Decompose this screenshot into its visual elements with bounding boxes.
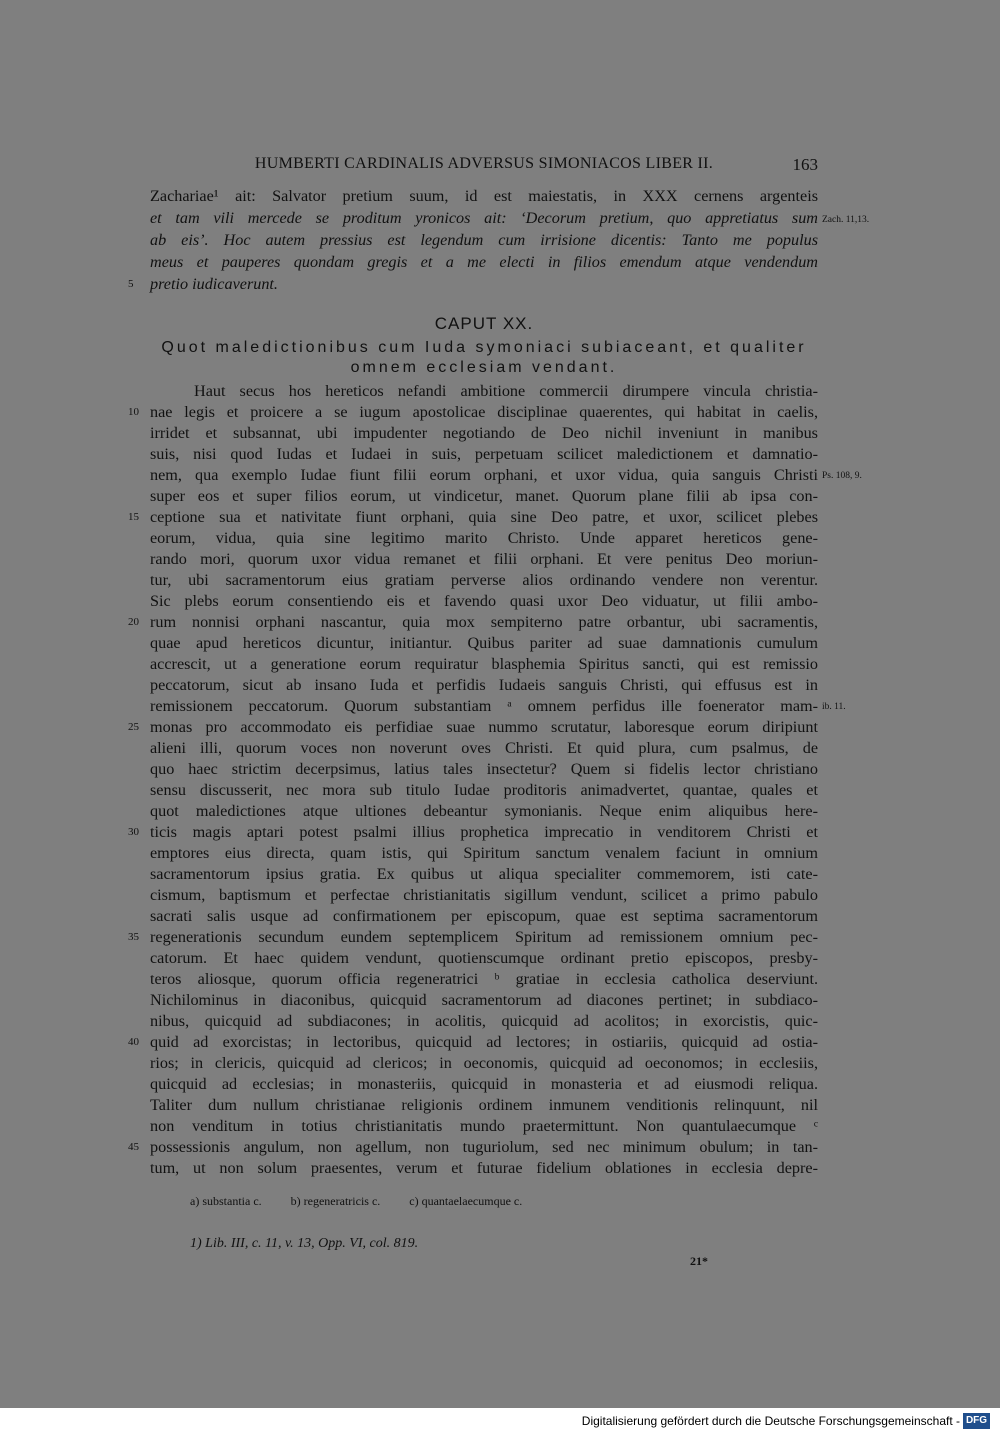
body-line: quicquid ad ecclesias; in monasteriis, quicquid in monasteria et ad eiusmodi reliqua. [150,1075,818,1093]
body-line: non venditum in totius christianitatis mundo praetermittunt. Non quantulaecumque ᶜ [150,1117,818,1135]
body-line: ticis magis aptari potest psalmi illius prophetica imprecatio in venditorem Christi et [150,823,818,841]
body-line: alieni illi, quorum voces non noverunt oves Christi. Et quid plura, cum psalmus, de [150,739,818,757]
running-head: HUMBERTI CARDINALIS ADVERSUS SIMONIACOS LIBER II. [254,155,714,172]
body-line: possessionis angulum, non agellum, non tuguriolum, sed nec minimum obulum; in tan- [150,1138,818,1156]
body-line: catorum. Et haec quidem vendunt, quotienscumque ordinant pretio episcopos, presby- [150,949,818,967]
body-line: quid ad exorcistas; in lectoribus, quicquid ad lectores; in ostiariis, quicquid ad ostia- [150,1033,818,1051]
line-number: 30 [128,826,139,838]
footer-credit: Digitalisierung gefördert durch die Deutsche Forschungsgemeinschaft - [581,1414,960,1428]
body-line: rando mori, quorum uxor vidua remanet et filii orphani. Et vere penitus Deo moriun- [150,550,818,568]
page-header [150,155,818,177]
body-line: nem, qua exemplo Iudae fiunt filii eorum orphani, et uxor vidua, quia sanguis Christi [150,466,818,484]
line-number: 45 [128,1141,139,1153]
body-line: rum nonnisi orphani nascantur, quia mox sempiterno patre orbantur, ubi sacramentis, [150,613,818,631]
body-line: sacramentorum ipsius gratia. Ex quibus ut aliqua specialiter commemorem, isti cate- [150,865,818,883]
body-line: quo haec strictim decerpsimus, latius tales insectetur? Quem si fidelis lector christiano [150,760,818,778]
body-line: quot maledictiones atque ultiones debeantur symonianis. Neque enim aliquibus here- [150,802,818,820]
body-line: tur, ubi sacramentorum eius gratiam perverse alios ordinando vendere non verentur. [150,571,818,589]
body-line: nibus, quicquid ad subdiacones; in acolitis, quicquid ad acolitos; in exorcistis, quic- [150,1012,818,1030]
chapter-title: CAPUT XX. [434,314,534,333]
margin-reference: Zach. 11,13. [822,215,870,225]
body-line: sensu discusserit, nec mora sub titulo Iudae proditoris animadvertet, quantae, quales et [150,781,818,799]
intro-line: meus et pauperes quondam gregis et a me electi in filios emendum atque vendendum [150,253,818,271]
intro-line: ab eis’. Hoc autem pressius est legendum cum irrisione dicentis: Tanto me populus [150,231,818,249]
line-number: 35 [128,931,139,943]
body-line: emptores eius directa, quam istis, qui Spiritum sanctum venalem faciunt in omnium [150,844,818,862]
body-line: remissionem peccatorum. Quorum substantiam ᵃ omnem perfidus ille foenerator mam- [150,697,818,715]
critical-apparatus [190,1194,548,1209]
body-line: regenerationis secundum eundem septemplicem Spiritum ad remissionem omnium pec- [150,928,818,946]
body-line: ceptione sua et nativitate fiunt orphani, quia sine Deo patre, et uxor, scilicet plebes [150,508,818,526]
margin-reference: ib. 11. [822,702,846,712]
line-number: 15 [128,511,139,523]
body-line: eorum, vidua, quia sine legitimo marito Christo. Unde apparet hereticos gene- [150,529,818,547]
dfg-logo-icon: DFG [963,1413,990,1429]
body-line: teros aliosque, quorum officia regeneratrici ᵇ gratiae in ecclesia catholica deserviunt. [150,970,818,988]
intro-line: Zachariae¹ ait: Salvator pretium suum, id est maiestatis, in XXX cernens argenteis [150,187,818,205]
body-line: cismum, baptismum et perfectae christianitatis sigillum vendunt, scilicet a primo pabulo [150,886,818,904]
body-line: Sic plebs eorum consentiendo eis et favendo quasi uxor Deo viduatur, ut filii ambo- [150,592,818,610]
line-number: 5 [128,278,134,290]
body-line: sacrati salis usque ad confirmationem per episcopum, quae est septima sacramentorum [150,907,818,925]
line-number: 25 [128,721,139,733]
chapter-subtitle: omnem ecclesiam vendant. [350,359,618,376]
signature-mark: 21* [690,1254,708,1268]
apparatus-note: b) regeneratricis c. [290,1194,381,1208]
body-line: tum, ut non solum praesentes, verum et futurae fidelium oblationes in ecclesia depre- [150,1159,818,1177]
body-line: irridet et subsannat, ubi impudenter negotiando de Deo nichil inveniunt in manibus [150,424,818,442]
body-line: monas pro accommodato eis perfidiae suae nummo scrutatur, laboresque eorum diripiunt [150,718,818,736]
body-line: Haut secus hos hereticos nefandi ambitione commercii dirumpere vincula christia- [194,382,818,400]
body-line: rios; in clericis, quicquid ad clericos; in oeconomis, quicquid ad oeconomos; in ecclesiis, [150,1054,818,1072]
body-line: Nichilominus in diaconibus, quicquid sacramentorum ad diacones pertinet; in subdiaco- [150,991,818,1009]
body-line: accrescit, ut a generatione eorum requiratur blasphemia Spiritus sancti, qui est remissio [150,655,818,673]
footer-bar [0,1408,1000,1434]
apparatus-note: c) quantaelaecumque c. [409,1194,523,1208]
intro-line: et tam vili mercede se proditum yronicos ait: ‘Decorum pretium, quo appretiatus sum [150,209,818,227]
line-number: 40 [128,1036,139,1048]
chapter-subtitle: Quot maledictionibus cum Iuda symoniaci subiaceant, et qualiter [161,339,807,356]
body-line: super eos et super filios eorum, ut vindicetur, manet. Quorum plane filii ab ipsa con- [150,487,818,505]
body-line: peccatorum, sicut ab insano Iuda et perfidis Iudaeis sanguis Christi, qui effusus est in [150,676,818,694]
line-number: 10 [128,406,139,418]
line-number: 20 [128,616,139,628]
intro-line: pretio iudicaverunt. [150,275,278,293]
page-number: 163 [792,155,818,174]
body-line: Taliter dum nullum christianae religionis ordinem inmunem venditionis relinquunt, nil [150,1096,818,1114]
body-line: suis, nisi quod Iudas et Iudaei in suis, perpetuam scilicet maledictionem et damnatio- [150,445,818,463]
apparatus-note: a) substantia c. [190,1194,262,1208]
margin-reference: Ps. 108, 9. [822,471,862,481]
source-footnote: 1) Lib. III, c. 11, v. 13, Opp. VI, col. 819. [190,1236,419,1251]
body-line: quae apud hereticos dicuntur, initiantur. Quibus pariter ad suae damnationis cumulum [150,634,818,652]
body-line: nae legis et proicere a se iugum apostolicae disciplinae quaerentes, qui habitat in caelis, [150,403,818,421]
